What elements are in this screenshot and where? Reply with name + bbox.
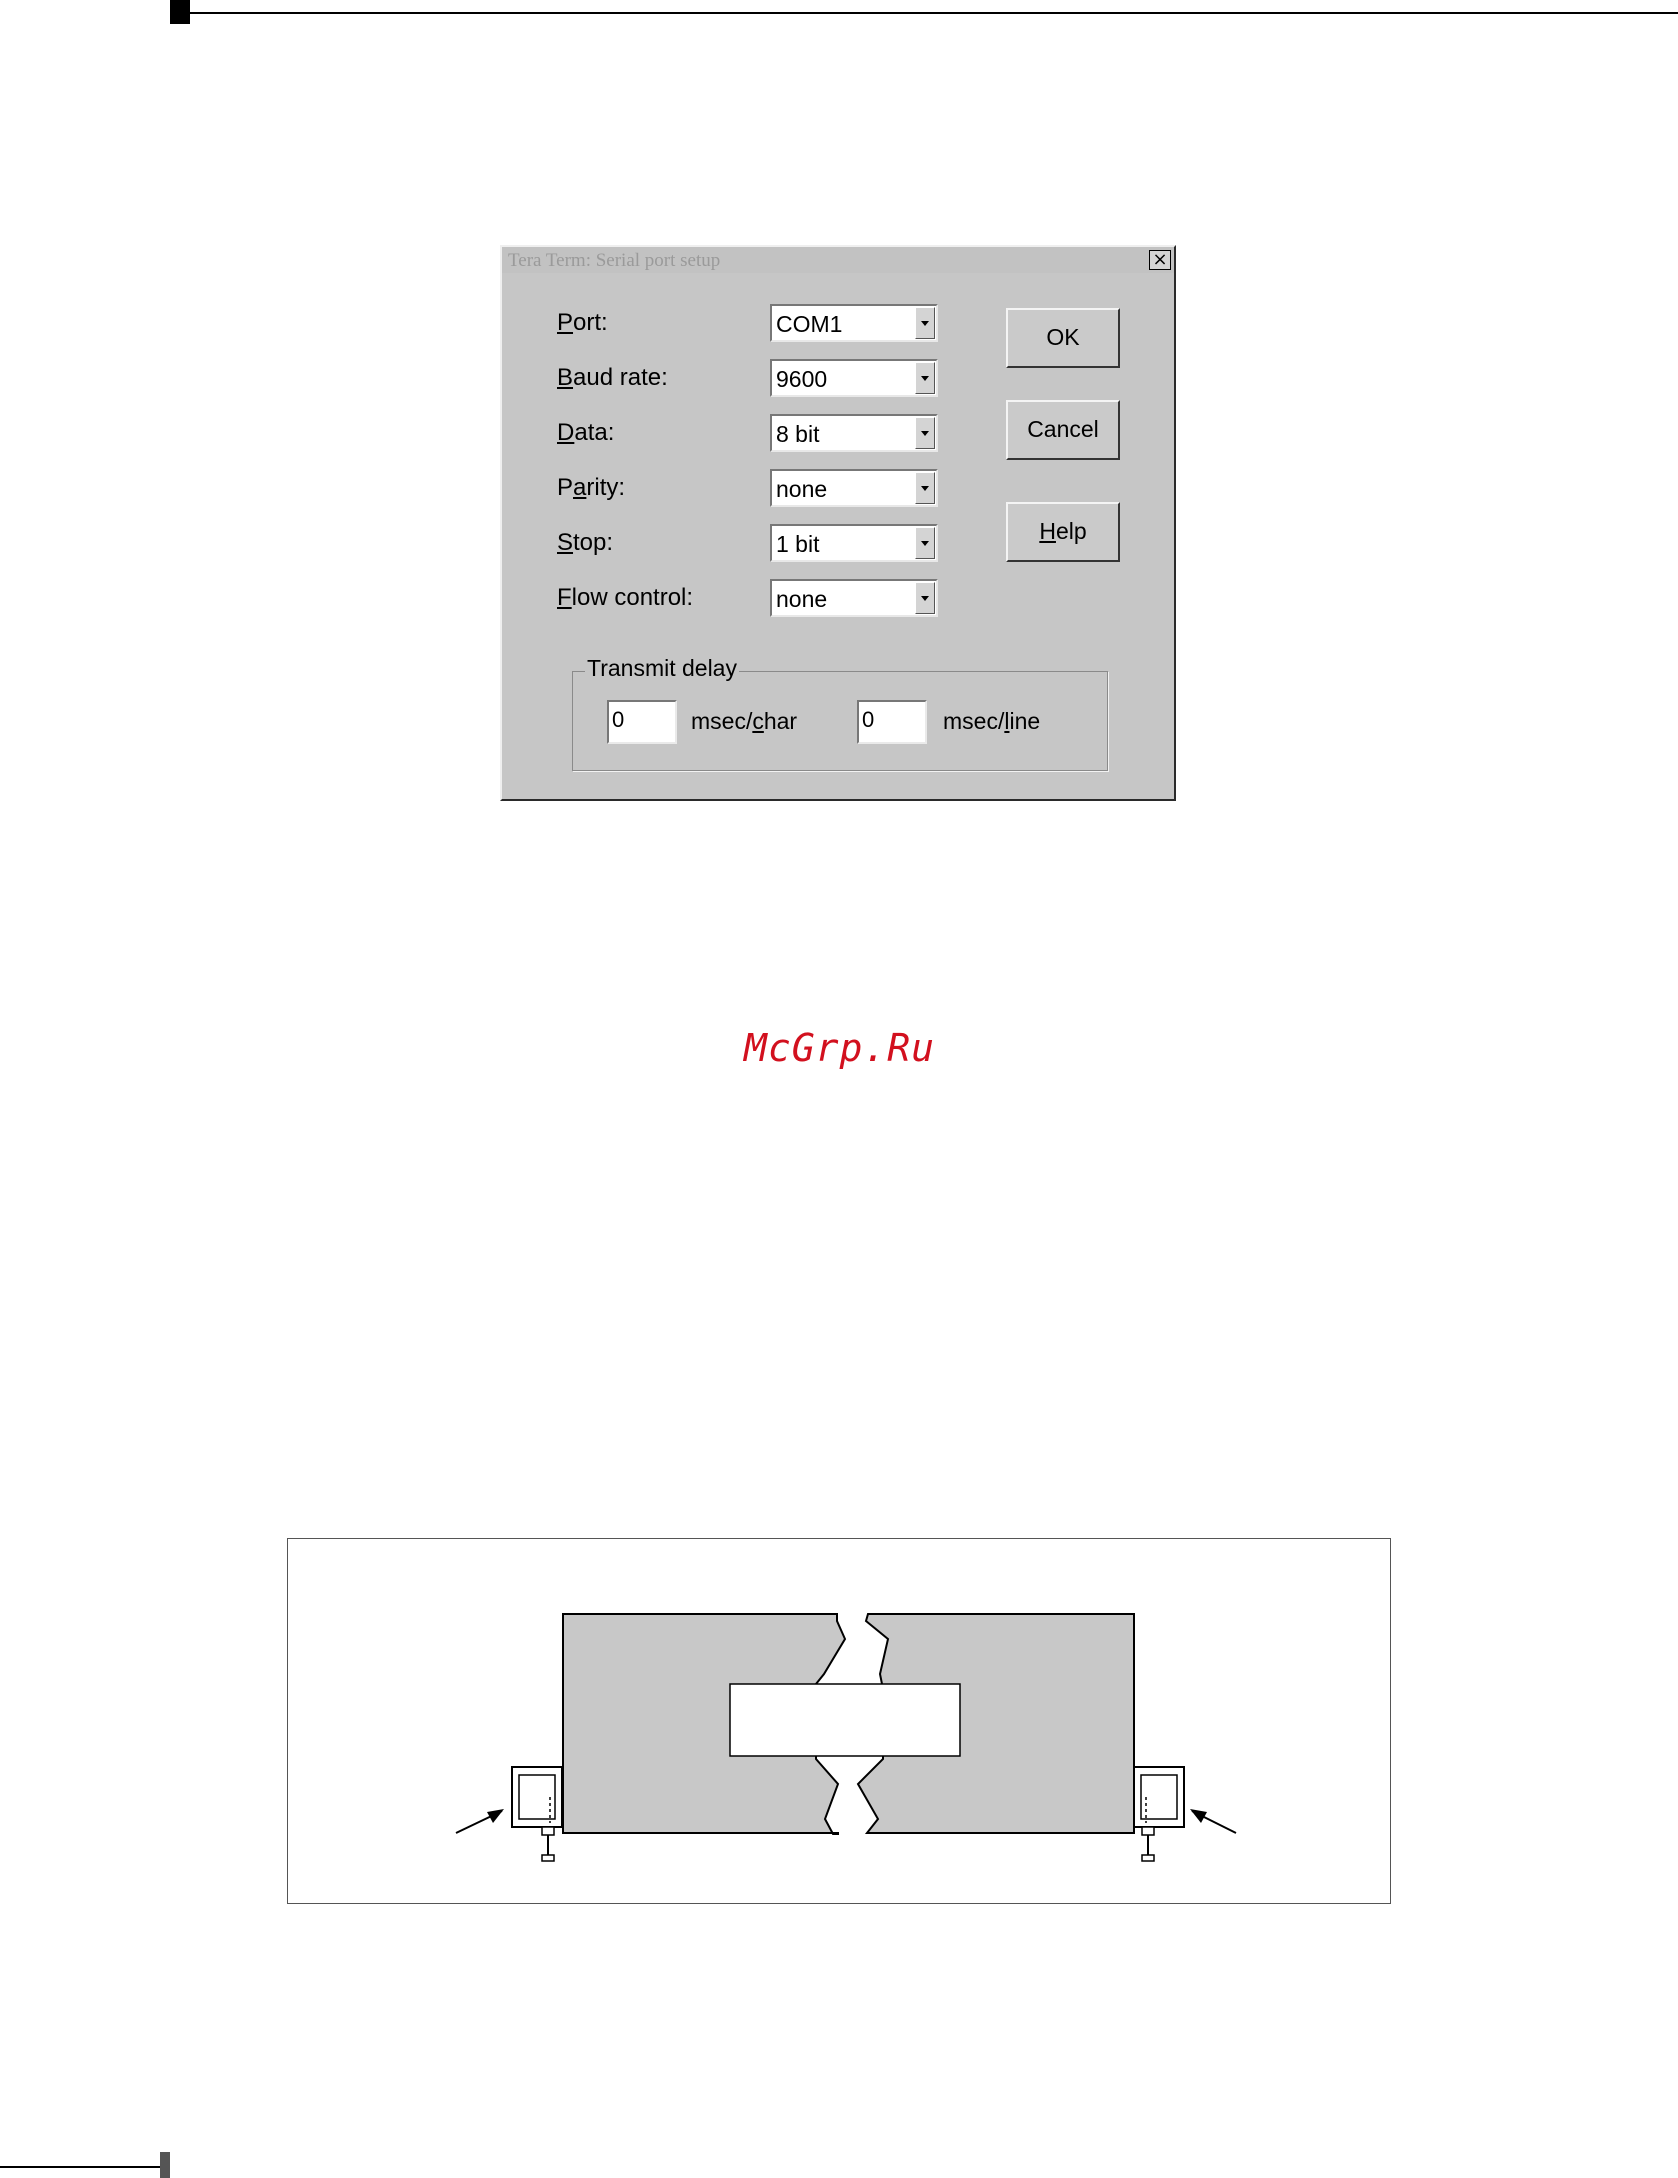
chevron-down-icon[interactable] bbox=[915, 472, 935, 504]
help-button[interactable]: Help bbox=[1006, 502, 1120, 562]
header-marker bbox=[170, 0, 190, 24]
transmit-delay-title: Transmit delay bbox=[587, 655, 737, 681]
watermark-text: McGrp.Ru bbox=[744, 1026, 936, 1070]
right-mounting-bracket bbox=[1134, 1767, 1184, 1861]
cancel-button[interactable]: Cancel bbox=[1006, 400, 1120, 460]
stop-bits-select[interactable] bbox=[770, 524, 938, 562]
msec-char-input[interactable]: 0 bbox=[607, 700, 677, 744]
rack-mount-diagram bbox=[287, 1538, 1391, 1904]
flow-control-label: Flow control: bbox=[557, 584, 694, 611]
chevron-down-icon[interactable] bbox=[915, 582, 935, 614]
close-icon: × bbox=[1152, 249, 1168, 270]
title-bar[interactable] bbox=[502, 247, 1174, 273]
footer-marker bbox=[160, 2152, 170, 2178]
rack-mount-illustration bbox=[288, 1539, 1392, 1905]
port-label: Port: bbox=[557, 309, 608, 336]
chevron-down-icon[interactable] bbox=[915, 527, 935, 559]
data-bits-select[interactable] bbox=[770, 414, 938, 452]
data-label: Data: bbox=[557, 419, 615, 446]
baud-rate-select[interactable] bbox=[770, 359, 938, 397]
chevron-down-icon[interactable] bbox=[915, 307, 935, 339]
device-label-plate bbox=[730, 1684, 960, 1756]
msec-line-input[interactable]: 0 bbox=[857, 700, 927, 744]
right-arrow-icon bbox=[1190, 1809, 1236, 1833]
left-mounting-bracket bbox=[512, 1767, 562, 1861]
port-value: COM1 bbox=[776, 311, 843, 337]
serial-port-setup-dialog bbox=[500, 245, 1176, 801]
header-rule bbox=[190, 12, 1678, 14]
baud-rate-value: 9600 bbox=[776, 366, 828, 392]
ok-button[interactable]: OK bbox=[1006, 308, 1120, 368]
stop-label: Stop: bbox=[557, 529, 614, 556]
parity-value: none bbox=[776, 476, 828, 502]
chevron-down-icon[interactable] bbox=[915, 417, 935, 449]
chevron-down-icon[interactable] bbox=[915, 362, 935, 394]
left-arrow-icon bbox=[456, 1809, 504, 1833]
port-select[interactable] bbox=[770, 304, 938, 342]
stop-bits-value: 1 bit bbox=[776, 531, 820, 557]
flow-control-value: none bbox=[776, 586, 828, 612]
footer-rule bbox=[0, 2166, 160, 2168]
close-button[interactable] bbox=[1149, 250, 1171, 270]
transmit-delay-group bbox=[572, 655, 1108, 771]
parity-label: Parity: bbox=[557, 474, 626, 501]
baud-rate-label: Baud rate: bbox=[557, 364, 668, 391]
data-bits-value: 8 bit bbox=[776, 421, 820, 447]
dialog-title: Tera Term: Serial port setup bbox=[508, 250, 721, 271]
parity-select[interactable] bbox=[770, 469, 938, 507]
flow-control-select[interactable] bbox=[770, 579, 938, 617]
msec-char-label: msec/char bbox=[691, 708, 798, 734]
msec-line-label: msec/line bbox=[943, 708, 1041, 734]
